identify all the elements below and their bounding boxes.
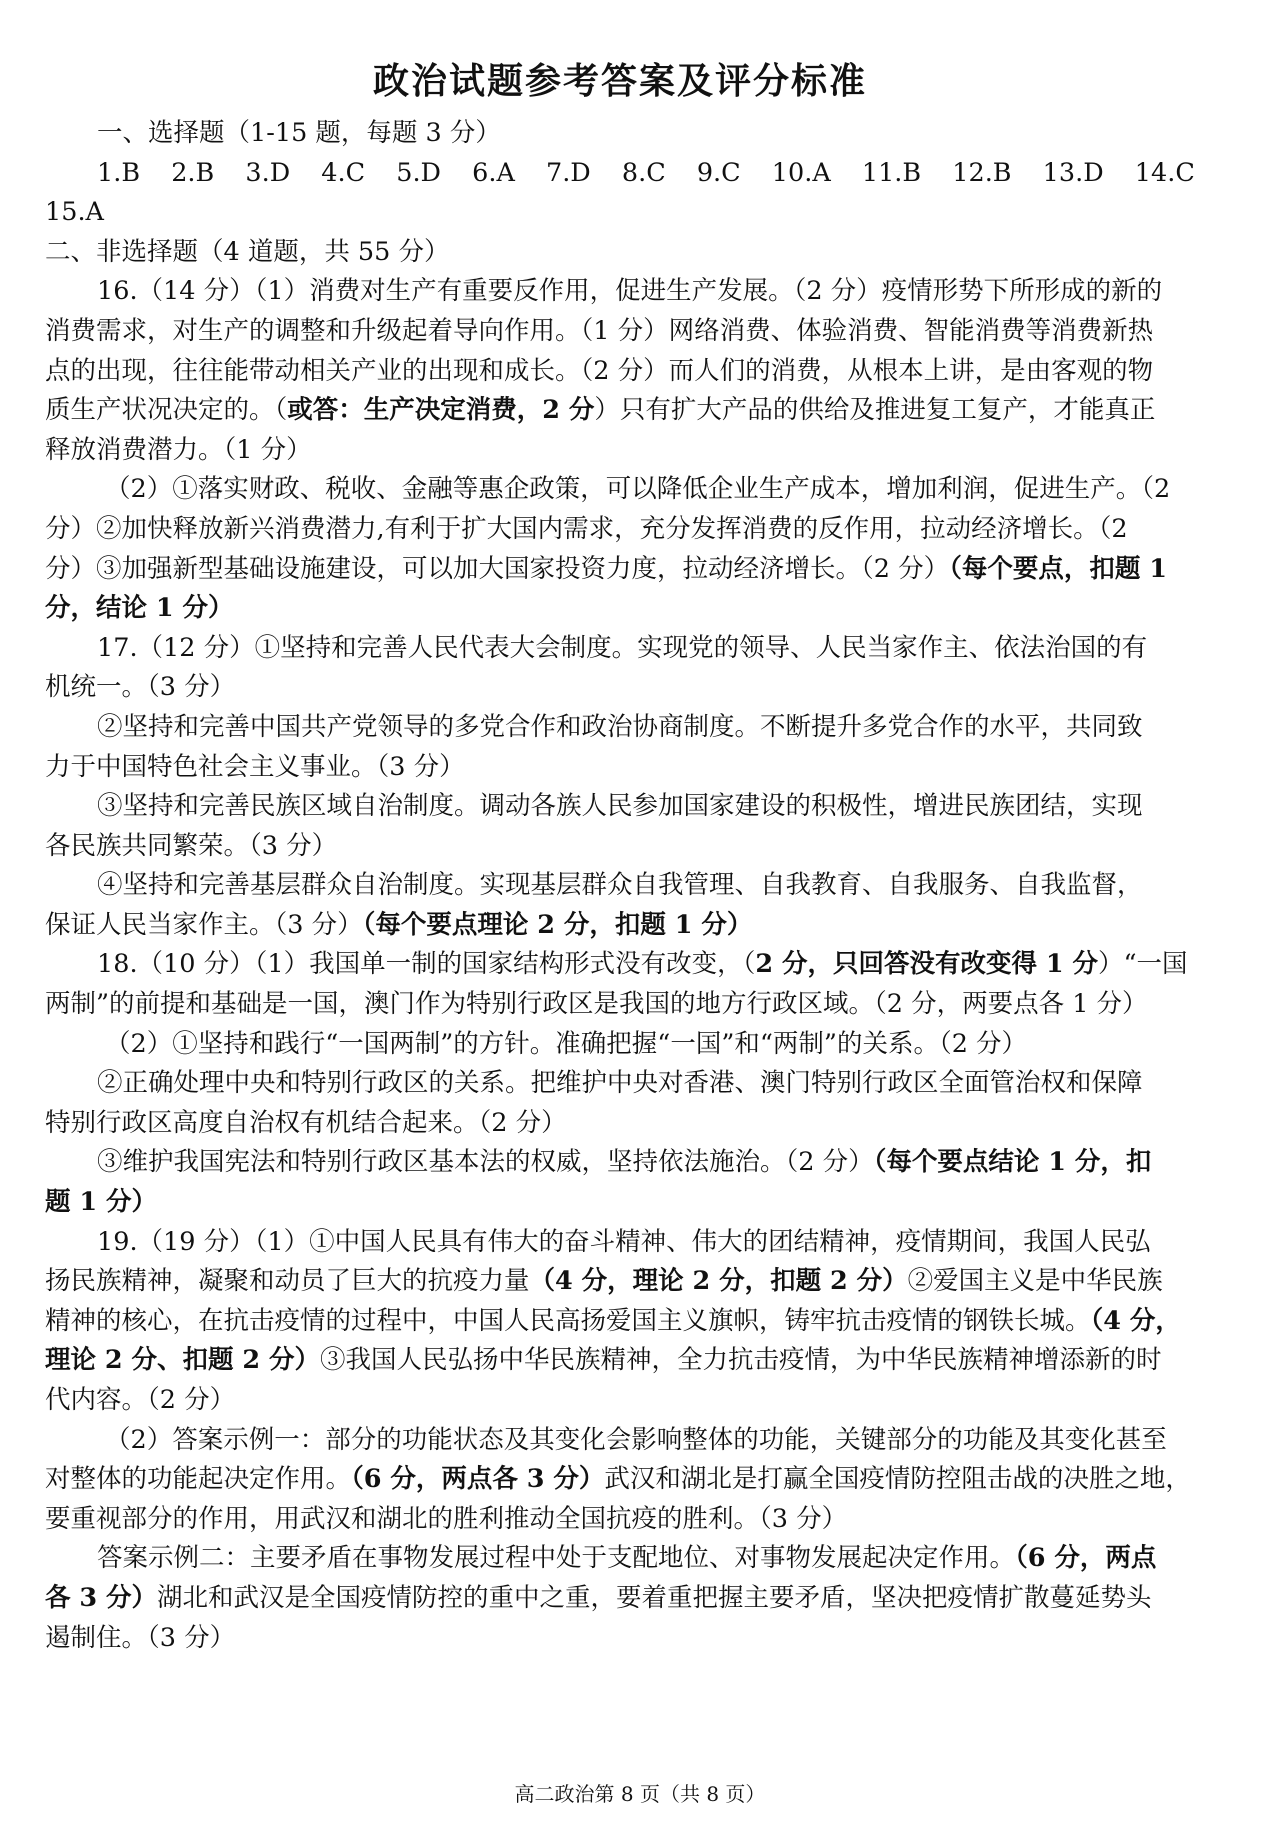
answer-line: 19.（19 分）（1）①中国人民具有伟大的奋斗精神、伟大的团结精神，疫情期间，我国人民弘: [97, 1226, 1151, 1257]
answer-line: 遏制住。（3 分）: [45, 1622, 236, 1653]
mc-answer: 12.B: [952, 157, 1012, 188]
answer-line: 17.（12 分）①坚持和完善人民代表大会制度。实现党的领导、人民当家作主、依法治国的有: [97, 632, 1148, 663]
answer-text: ③我国人民弘扬中华民族精神，全力抗击疫情，为中华民族精神增添新的时: [320, 1345, 1162, 1376]
answer-line: 消费需求，对生产的调整和升级起着导向作用。（1 分）网络消费、体验消费、智能消费等消费新热: [45, 315, 1154, 346]
answer-line: 分）②加快释放新兴消费潜力,有利于扩大国内需求，充分发挥消费的反作用，拉动经济增长。（2: [45, 513, 1128, 544]
answer-line: [45, 1539, 1195, 1579]
mc-answer: 7.D: [545, 157, 591, 188]
answer-text: ②爱国主义是中华民族: [907, 1266, 1163, 1297]
scoring-note: 2 分，只回答没有改变得 1 分: [755, 949, 1098, 980]
scoring-note: （每个要点，扣题 1: [949, 553, 1167, 584]
answer-line: 两制”的前提和基础是一国，澳门作为特别行政区是我国的地方行政区域。（2 分，两要点各 1 分）: [45, 989, 1148, 1020]
page-footer: 高二政治第 8 页（共 8 页）: [514, 1782, 766, 1806]
mc-answer: 14.C: [1134, 157, 1195, 188]
answer-text: 武汉和湖北是打赢全国疫情防控阻击战的决胜之地，: [604, 1464, 1191, 1495]
scoring-note: 或答：生产决定消费，2 分: [287, 395, 595, 426]
answer-line: [45, 945, 1195, 985]
answer-text: 保证人民当家作主。（3 分）: [45, 909, 363, 940]
mc-answer: 13.D: [1042, 157, 1104, 188]
answer-key-page: [45, 58, 1195, 1658]
answer-line: [45, 1460, 1195, 1500]
answer-text: 答案示例二：主要矛盾在事物发展过程中处于支配地位、对事物发展起决定作用。: [97, 1543, 1016, 1574]
mc-answer: 1.B: [97, 157, 141, 188]
scoring-note: 理论 2 分、扣题 2 分）: [45, 1345, 320, 1376]
answer-line: [45, 906, 1195, 946]
answer-line: 要重视部分的作用，用武汉和湖北的胜利推动全国抗疫的胜利。（3 分）: [45, 1503, 848, 1534]
answer-line: 16.（14 分）（1）消费对生产有重要反作用，促进生产发展。（2 分）疫情形势下所形成的新的: [97, 276, 1163, 307]
mc-answer: 15.A: [45, 197, 104, 228]
answer-line: （2）①落实财政、税收、金融等惠企政策，可以降低企业生产成本，增加利润，促进生产。（2: [105, 474, 1171, 505]
answer-text: ）“一国: [1097, 949, 1188, 980]
mc-answer: 11.B: [861, 157, 922, 188]
answer-line: [45, 1579, 1195, 1619]
scoring-note: 题 1 分）: [45, 1187, 157, 1218]
question-16: [45, 272, 1195, 628]
mc-answer: 5.D: [396, 157, 441, 188]
answer-text: 质生产状况决定的。（: [45, 395, 288, 426]
scoring-note: 分，结论 1 分）: [45, 593, 234, 624]
answer-line: （2）答案示例一：部分的功能状态及其变化会影响整体的功能，关键部分的功能及其变化甚至: [105, 1424, 1167, 1455]
section2-heading: 二、非选择题（4 道题，共 55 分）: [45, 236, 450, 267]
answer-line: [45, 1143, 1195, 1183]
answer-line: 点的出现，往往能带动相关产业的出现和成长。（2 分）而人们的消费，从根本上讲，是由客观的物: [45, 355, 1154, 386]
scoring-note: （6 分，两点: [1015, 1543, 1157, 1574]
answer-text: 18.（10 分）（1）我国单一制的国家结构形式没有改变，（: [97, 949, 756, 980]
answer-line: [45, 550, 1195, 590]
scoring-note: （每个要点结论 1 分，扣: [873, 1147, 1152, 1178]
mc-answer: 3.D: [245, 157, 291, 188]
answer-line: 代内容。（2 分）: [45, 1385, 236, 1415]
answer-text: 分）③加强新型基础设施建设，可以加大国家投资力度，拉动经济增长。（2 分）: [45, 553, 950, 584]
answer-line: 特别行政区高度自治权有机结合起来。（2 分）: [45, 1107, 567, 1138]
scoring-note: （4 分，: [1090, 1305, 1181, 1336]
scoring-note: （4 分，理论 2 分，扣题 2 分）: [529, 1266, 908, 1297]
answer-line: 力于中国特色社会主义事业。（3 分）: [45, 751, 465, 782]
mc-answer: 9.C: [696, 157, 741, 188]
answer-text: 湖北和武汉是全国疫情防控的重中之重，要着重把握主要矛盾，坚决把疫情扩散蔓延势头: [157, 1582, 1152, 1613]
mc-answer: 8.C: [621, 157, 666, 188]
answer-line: ②坚持和完善中国共产党领导的多党合作和政治协商制度。不断提升多党合作的水平，共同致: [97, 711, 1143, 742]
answer-text: 精神的核心，在抗击疫情的过程中，中国人民高扬爱国主义旗帜，铸牢抗击疫情的钢铁长城。: [45, 1305, 1091, 1336]
question-17: [45, 629, 1195, 946]
answer-line: ③坚持和完善民族区域自治制度。调动各族人民参加国家建设的积极性，增进民族团结，实现: [97, 791, 1143, 822]
mc-answer: 6.A: [472, 157, 515, 188]
answer-line: ②正确处理中央和特别行政区的关系。把维护中央对香港、澳门特别行政区全面管治权和保障: [97, 1068, 1143, 1099]
answer-line: 各民族共同繁荣。（3 分）: [45, 830, 338, 861]
mc-answer: 2.B: [171, 157, 215, 188]
question-19: [45, 1223, 1195, 1659]
answer-line: [45, 391, 1195, 431]
answer-line: 机统一。（3 分）: [45, 672, 236, 703]
answer-line: ④坚持和完善基层群众自治制度。实现基层群众自我管理、自我教育、自我服务、自我监督，: [97, 870, 1143, 901]
scoring-note: （每个要点理论 2 分，扣题 1 分）: [362, 909, 753, 940]
mc-answer: 4.C: [321, 157, 366, 188]
answer-text: ③维护我国宪法和特别行政区基本法的权威，坚持依法施治。（2 分）: [97, 1147, 874, 1178]
scoring-note: 各 3 分）: [45, 1582, 157, 1613]
answer-line: （2）①坚持和践行“一国两制”的方针。准确把握“一国”和“两制”的关系。（2 分）: [105, 1028, 1028, 1059]
answer-text: 对整体的功能起决定作用。: [45, 1464, 352, 1495]
answer-text: ）只有扩大产品的供给及推进复工复产，才能真正: [594, 395, 1156, 426]
mc-answer: 10.A: [771, 157, 831, 188]
section1-heading: 一、选择题（1-15 题，每题 3 分）: [97, 118, 501, 148]
question-18: [45, 945, 1195, 1222]
answer-line: [45, 1341, 1195, 1381]
mc-answer-row: [45, 154, 1195, 194]
page-title: 政治试题参考答案及评分标准: [372, 60, 867, 102]
scoring-note: （6 分，两点各 3 分）: [351, 1464, 605, 1495]
answer-line: [45, 1262, 1195, 1302]
answer-line: 释放消费潜力。（1 分）: [45, 434, 312, 465]
answer-line: [45, 1302, 1195, 1342]
answer-text: 扬民族精神，凝聚和动员了巨大的抗疫力量: [45, 1266, 530, 1297]
